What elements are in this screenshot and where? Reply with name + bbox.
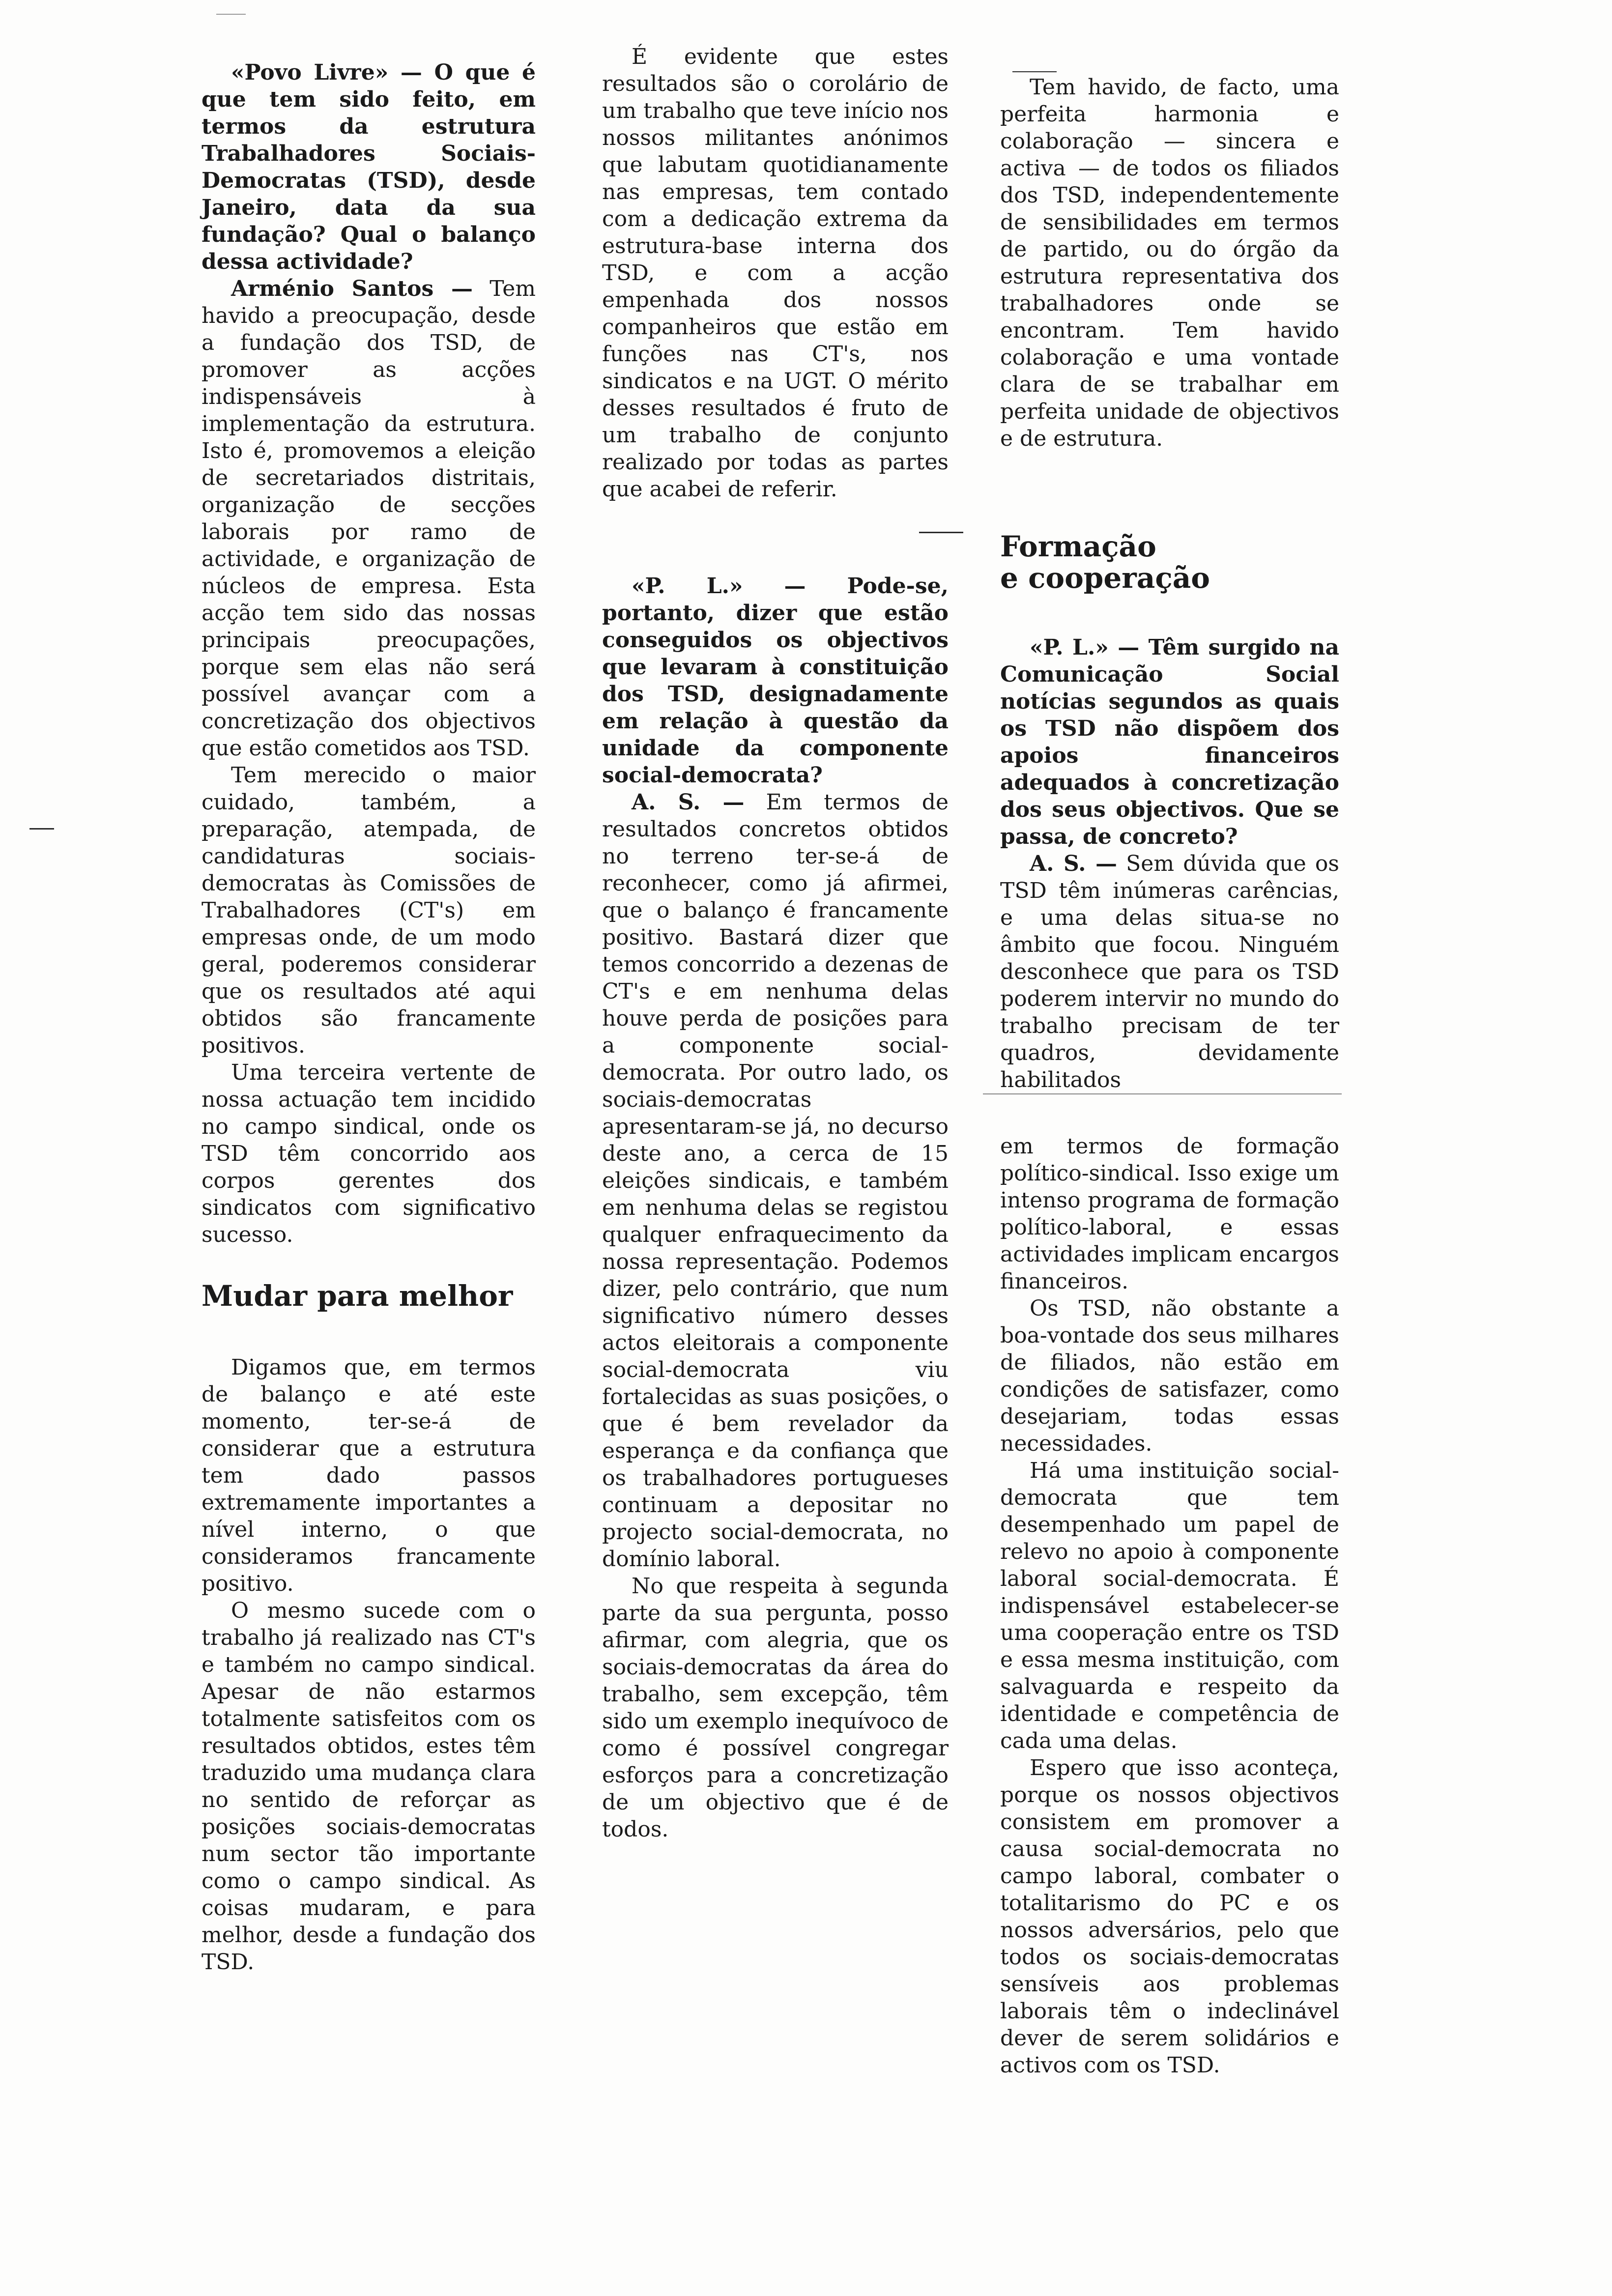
paragraph-harmonia: Tem havido, de facto, uma perfeita harmonia e colaboração — sincera e activa — de todos os filiados dos TSD, independentemente de sensibilidades em termos de partido, ou do órgão da estrutura representativa dos trabalhadores onde se encontram. Tem havido colaboração e uma vontade clara de se trabalhar em perfeita unidade de objectivos e de estrutura.	[1000, 75, 1339, 451]
subhead-formacao-container	[1000, 531, 1344, 594]
question-1: «Povo Livre» — O que é que tem sido feito, em termos da estrutura Trabalhadores Sociais-Democratas (TSD), desde Janeiro, data da sua fundação? Qual o balanço dessa actividade?	[202, 60, 536, 274]
answer-3-text: Sem dúvida que os TSD têm inúmeras carências, e uma delas situa-se no âmbito que focou. Ninguém desconhece que para os TSD poderem intervir no mundo do trabalho precisam de ter quadros, devidamente habilitados	[1000, 851, 1339, 1092]
column-rule	[919, 532, 963, 533]
column-2	[602, 43, 949, 503]
scan-mark	[1012, 71, 1057, 72]
subhead-formacao: Formação	[1000, 530, 1156, 563]
answer-2-text: Em termos de resultados concretos obtidos no terreno ter-se-á de reconhecer, como já afirmei, que o balanço é francamente positivo. Bastará dizer que temos concorrido a dezenas de CT's e em nenhuma delas houve perda de posições para a componente social-democrata. Por outro lado, os sociais-democratas apresentaram-se já, no decurso deste ano, a cerca de 15 eleições sindicais, e também em nenhuma delas se registou qualquer enfraquecimento da nossa representação. Podemos dizer, pelo contrário, que num significativo número desses actos eleitorais a componente social-democrata viu fortalecidas as suas posições, o que é bem revelador da esperança e da confiança que os trabalhadores portugueses continuam a depositar no projecto social-democrata, no domínio laboral.	[602, 790, 949, 1572]
paragraph-instituicao: Há uma instituição social-democrata que tem desempenhado um papel de relevo no apoio à componente laboral social-democrata. É indispensável estabelecer-se uma cooperação entre os TSD e essa mesma instituição, com salvaguarda e respeito da identidade e competência de cada uma delas.	[1000, 1458, 1339, 1753]
paragraph-boa-vontade: Os TSD, não obstante a boa-vontade dos seus milhares de filiados, não estão em condições de satisfazer, como desejariam, todas essas necessidades.	[1000, 1296, 1339, 1456]
column-1-bottom	[202, 1354, 536, 1976]
subhead-cooperacao: e cooperação	[1000, 561, 1210, 595]
speaker-as-3: A. S. —	[1030, 851, 1117, 876]
subhead-mudar-para-melhor: Mudar para melhor	[202, 1279, 513, 1313]
column-3-bottom	[1000, 1133, 1339, 2079]
paragraph-ct-candidaturas: Tem merecido o maior cuidado, também, a preparação, atempada, de candidaturas sociais-democratas às Comissões de Trabalhadores (CT's) em empresas onde, de um modo geral, poderemos considerar que os resultados até aqui obtidos são francamente positivos.	[202, 763, 536, 1058]
column-3	[1000, 74, 1339, 452]
column-3-middle	[1000, 634, 1339, 1093]
answer-1-text: Tem havido a preocupação, desde a fundação dos TSD, de promover as acções indispensáveis à implementação da estrutura. Isto é, promovemos a eleição de secretariados distritais, organização de secções laborais por ramo de actividade, e organização de núcleos de empresa. Esta acção tem sido das nossas principais preocupações, porque sem elas não será possível avançar com a concretização dos objectivos que estão cometidos aos TSD.	[202, 276, 536, 761]
paragraph-campo-sindical: Uma terceira vertente de nossa actuação tem incidido no campo sindical, onde os TSD têm concorrido aos corpos gerentes dos sindicatos com significativo sucesso.	[202, 1060, 536, 1247]
answer-2	[602, 789, 949, 1573]
paragraph-mesmo-sucede: O mesmo sucede com o trabalho já realizado nas CT's e também no campo sindical. Apesar de não estarmos totalmente satisfeitos com os resultados obtidos, estes têm traduzido uma mudança clara no sentido de reforçar as posições sociais-democratas num sector tão importante como o campo sindical. As coisas mudaram, e para melhor, desde a fundação dos TSD.	[202, 1598, 536, 1975]
scan-mark	[216, 14, 246, 15]
paragraph-balanco: Digamos que, em termos de balanço e até este momento, ter-se-á de considerar que a estrutura tem dado passos extremamente importantes a nível interno, o que consideramos francamente positivo.	[202, 1355, 536, 1596]
column-2-bottom	[602, 573, 949, 1843]
answer-3	[1000, 850, 1339, 1093]
paragraph-espero: Espero que isso aconteça, porque os nossos objectivos consistem em promover a causa social-democrata no campo laboral, combater o totalitarismo do PC e os nossos adversários, pelo que todos os sociais-democratas sensíveis aos problemas laborais têm o indeclinável dever de serem solidários e activos com os TSD.	[1000, 1755, 1339, 2078]
column-1	[202, 59, 536, 1248]
scan-mark	[983, 1093, 1342, 1094]
speaker-as: A. S. —	[632, 790, 745, 815]
question-2: «P. L.» — Pode-se, portanto, dizer que estão conseguidos os objectivos que levaram à constituição dos TSD, designadamente em relação à questão da unidade da componente social-democrata?	[602, 574, 949, 788]
paragraph-segunda-parte: No que respeita à segunda parte da sua pergunta, posso afirmar, com alegria, que os sociais-democratas da área do trabalho, sem excepção, têm sido um exemplo inequívoco de como é possível congregar esforços para a concretização de um objectivo que é de todos.	[602, 1574, 949, 1842]
question-3: «P. L.» — Têm surgido na Comunicação Social notícias segundos as quais os TSD não dispõem dos apoios financeiros adequados à concretização dos seus objectivos. Que se passa, de concreto?	[1000, 635, 1339, 849]
scan-mark	[29, 828, 54, 830]
paragraph-formacao: em termos de formação político-sindical. Isso exige um intenso programa de formação político-laboral, e essas actividades implicam encargos financeiros.	[1000, 1134, 1339, 1294]
speaker-armenio-santos: Arménio Santos —	[231, 276, 473, 301]
paragraph-corolario: É evidente que estes resultados são o corolário de um trabalho que teve início nos nossos militantes anónimos que labutam quotidianamente nas empresas, tem contado com a dedicação extrema da estrutura-base interna dos TSD, e com a acção empenhada dos nossos companheiros que estão em funções nas CT's, nos sindicatos e na UGT. O mérito desses resultados é fruto de um trabalho de conjunto realizado por todas as partes que acabei de referir.	[602, 44, 949, 502]
subhead-mudar-container	[202, 1280, 546, 1312]
answer-1	[202, 275, 536, 762]
